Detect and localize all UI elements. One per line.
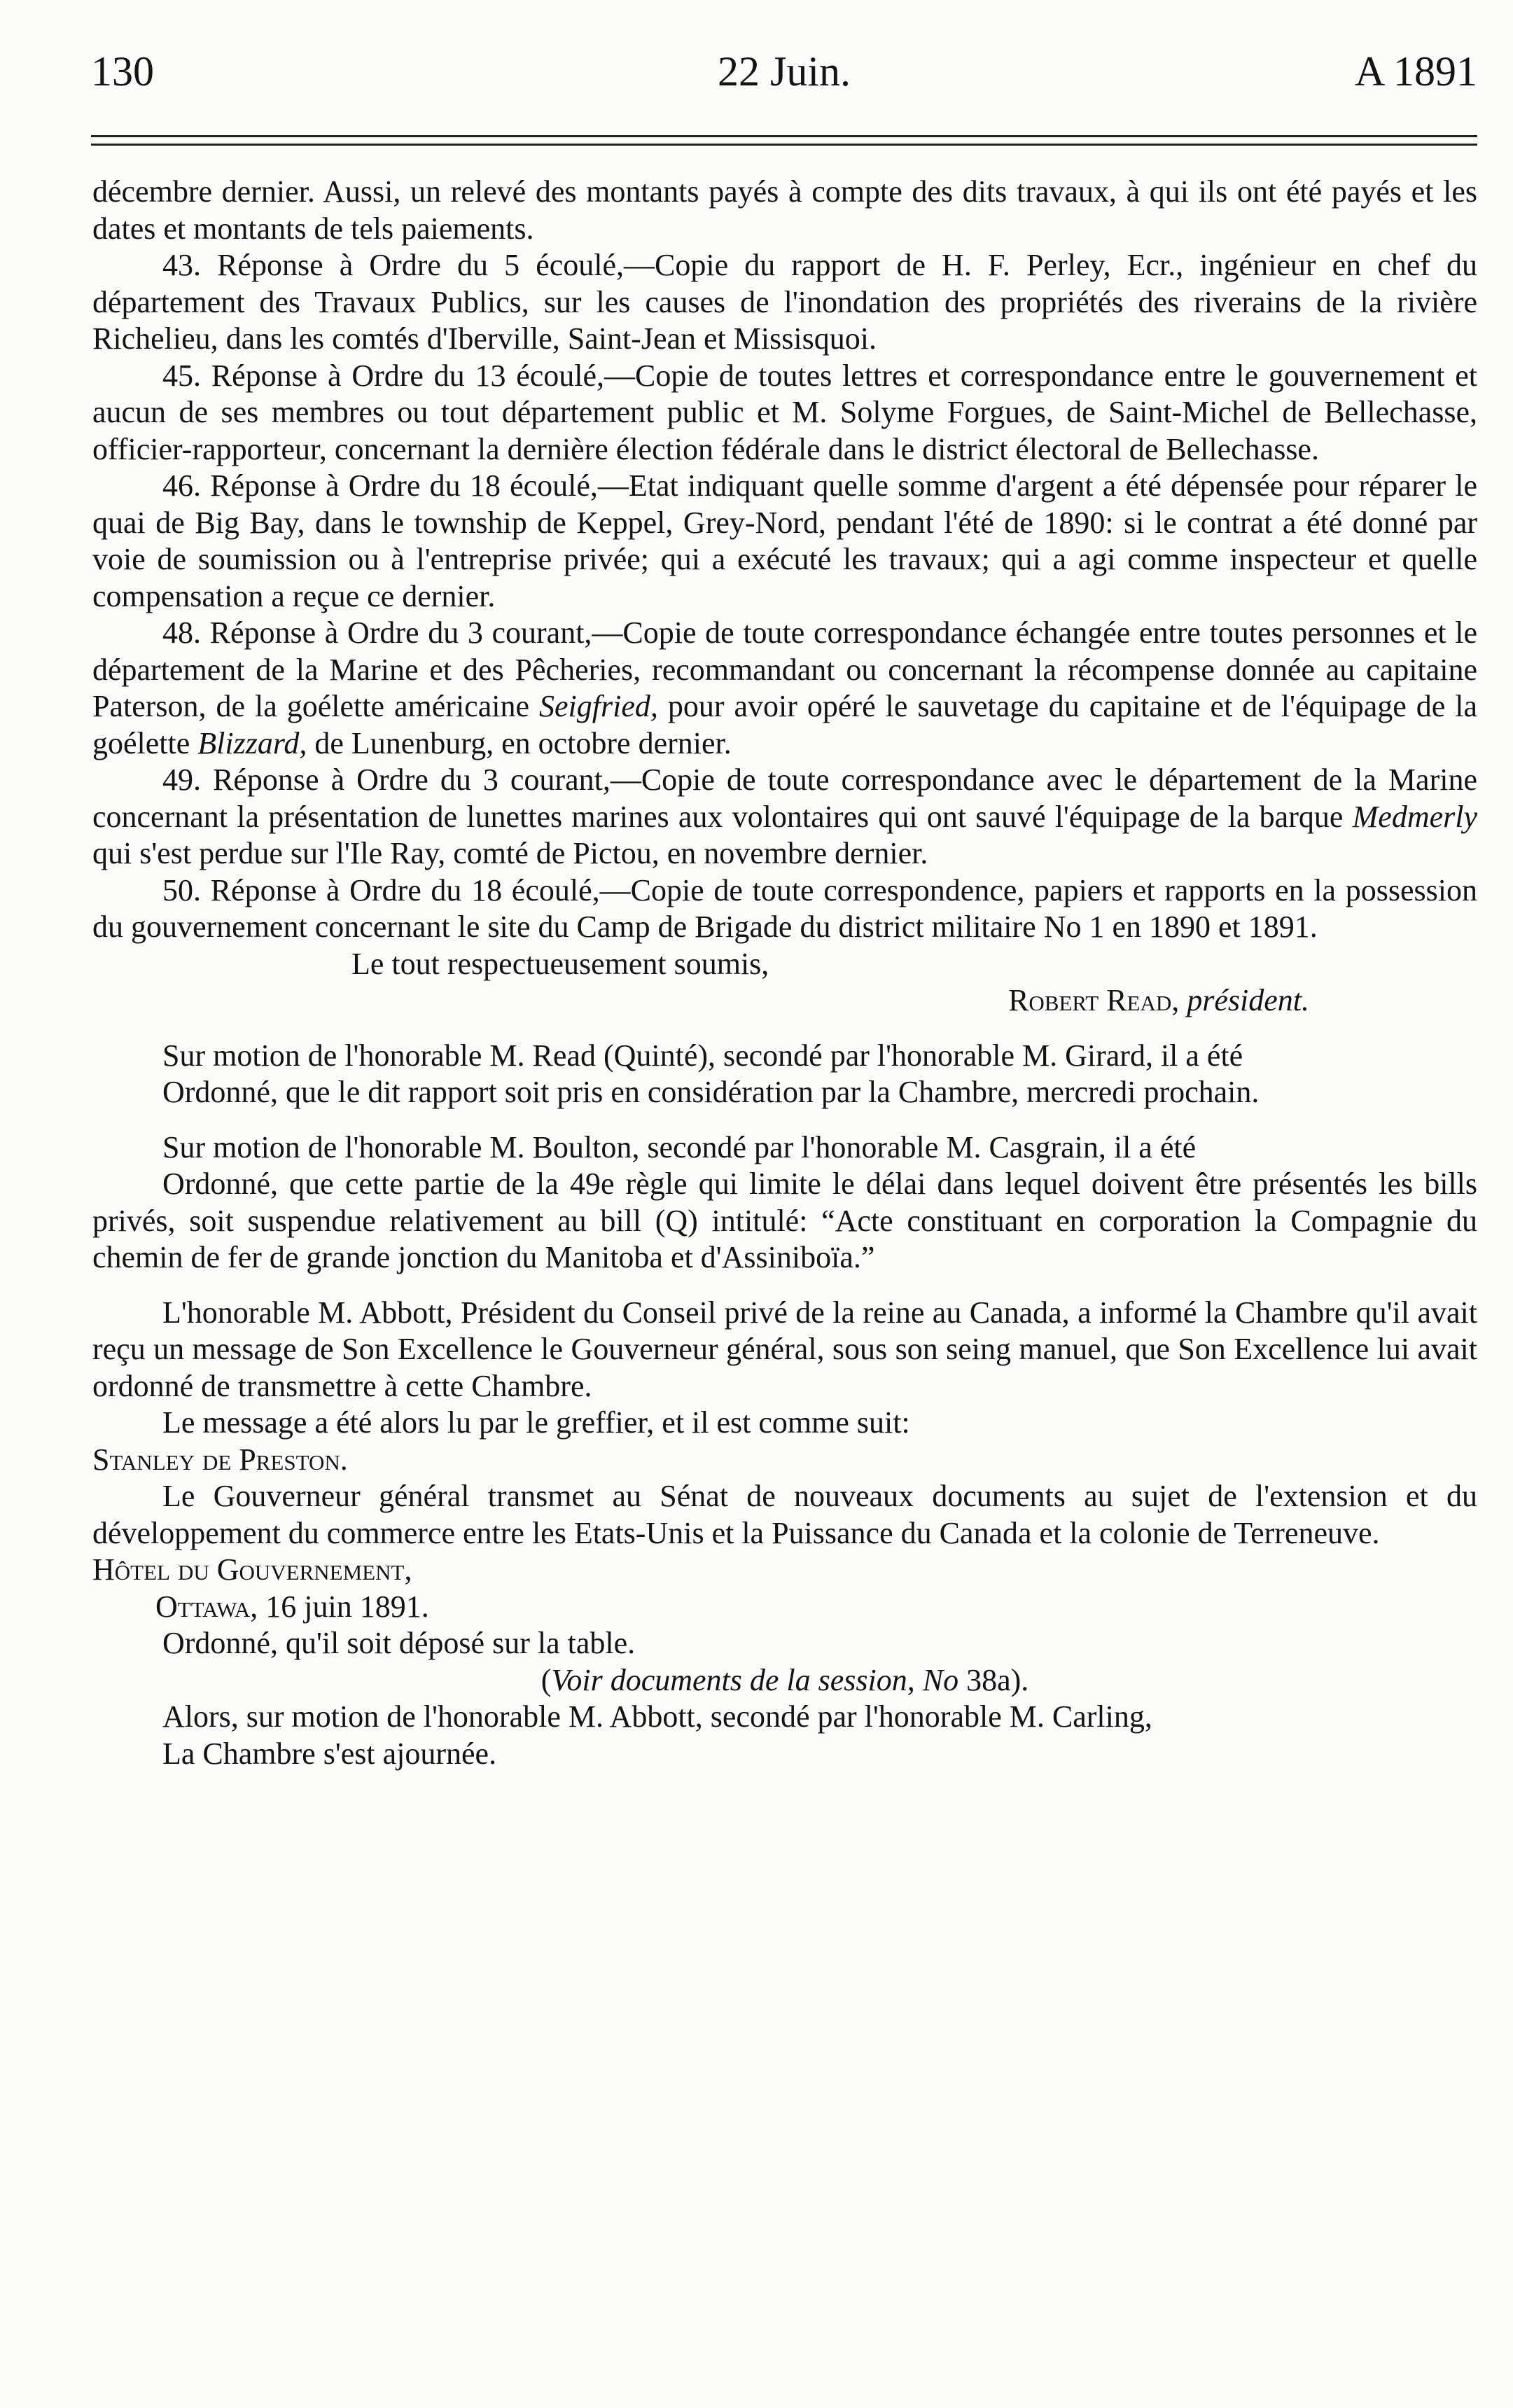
governor-general-message: Le Gouverneur général transmet au Sénat de nouveaux documents au sujet de l'extension et du développement du commerce entre les Etats-Unis et la Puissance du Canada et la colonie de Terreneuve.: [92, 1479, 1477, 1550]
ottawa-dateline: [92, 1589, 1477, 1626]
ordered-table: Ordonné, qu'il soit déposé sur la table.: [162, 1626, 636, 1660]
header-year: A 1891: [1354, 48, 1477, 95]
adjourn-line: La Chambre s'est ajournée.: [162, 1736, 497, 1771]
ship-name-blizzard: Blizzard,: [197, 725, 307, 760]
ottawa-date: 16 juin 1891.: [265, 1589, 429, 1624]
paragraph-continuation: décembre dernier. Aussi, un relevé des montants payés à compte des dits travaux, à qui ils ont été payés et les dates et montants de tels paiements.: [92, 174, 1477, 246]
item-48-text-a: 48. Réponse à Ordre du 3 courant,—Copie de toute correspondance échangée entre toutes personnes et le département de la Marine et des Pêcheries, recommandant ou concernant la récompense donnée au capitaine Paterson, de la goélette américaine: [92, 615, 1477, 723]
page-header: [91, 43, 1477, 99]
motion-read: Sur motion de l'honorable M. Read (Quinté), secondé par l'honorable M. Girard, il a été: [162, 1038, 1243, 1073]
see-open-paren: (: [541, 1662, 552, 1697]
signature-title: président.: [1187, 983, 1309, 1017]
ordered-report: Ordonné, que le dit rapport soit pris en considération par la Chambre, mercredi prochain.: [162, 1075, 1260, 1109]
item-49-text-a: 49. Réponse à Ordre du 3 courant,—Copie de toute correspondance avec le département de la Marine concernant la présentation de lunettes marines aux volontaires qui ont sauvé l'équipage de la barque: [92, 763, 1477, 834]
header-date: 22 Juin.: [717, 48, 851, 95]
item-49-text-b: qui s'est perdue sur l'Ile Ray, comté de Pictou, en novembre dernier.: [92, 836, 928, 870]
document-body: [92, 174, 1477, 1772]
adjourn-motion: Alors, sur motion de l'honorable M. Abbott, secondé par l'honorable M. Carling,: [162, 1699, 1152, 1734]
header-rule-top: [91, 135, 1477, 137]
signature-name: Robert Read,: [1008, 983, 1180, 1017]
hotel-du-gouvernement: Hôtel du Gouvernement,: [92, 1552, 412, 1587]
ordered-rule-49: Ordonné, que cette partie de la 49e règle qui limite le délai dans lequel doivent être présentés les bills privés, soit suspendue relativement au bill (Q) intitulé: “Acte constituant en corporation la Compagnie du chemin de fer de grande jonction du Manitoba et d'Assiniboïa.”: [92, 1167, 1477, 1274]
message-read-line: Le message a été alors lu par le greffier, et il est comme suit:: [162, 1405, 910, 1440]
paragraph-item-46: 46. Réponse à Ordre du 18 écoulé,—Etat indiquant quelle somme d'argent a été dépensée pour réparer le quai de Big Bay, dans le township de Keppel, Grey-Nord, pendant l'été de 1890: si le contrat a été donné par voie de soumission ou à l'entreprise privée; qui a exécuté les travaux; qui a agi comme inspecteur et quelle compensation a reçue ce dernier.: [92, 468, 1477, 613]
paragraph-item-43: 43. Réponse à Ordre du 5 écoulé,—Copie du rapport de H. F. Perley, Ecr., ingénieur en chef du département des Travaux Publics, sur les causes de l'inondation des propriétés des riverains de la rivière Richelieu, dans les comtés d'Iberville, Saint-Jean et Missisquoi.: [92, 248, 1477, 356]
paragraph-item-48: [92, 615, 1477, 762]
paragraph-item-49: [92, 762, 1477, 872]
motion-boulton: Sur motion de l'honorable M. Boulton, secondé par l'honorable M. Casgrain, il a été: [162, 1129, 1197, 1164]
header-rule-bottom: [91, 144, 1477, 146]
item-48-text-b: pour avoir opéré le sauvetage du capitaine et de l'équipage de la goélette: [92, 689, 1478, 760]
paragraph-item-50: 50. Réponse à Ordre du 18 écoulé,—Copie de toute correspondence, papiers et rapports en la possession du gouvernement concernant le site du Camp de Brigade du district militaire No 1 en 1890 et 1891.: [92, 872, 1477, 944]
stanley-de-preston: Stanley de Preston.: [92, 1442, 348, 1477]
see-close-paren: ).: [1010, 1662, 1029, 1697]
ship-name-medmerly: Medmerly: [1352, 799, 1478, 834]
ottawa-city: Ottawa,: [155, 1589, 258, 1624]
see-documents-reference: [92, 1662, 1477, 1699]
ship-name-seigfried: Seigfried,: [539, 689, 658, 723]
abbott-message-notice: L'honorable M. Abbott, Président du Conseil privé de la reine au Canada, a informé la Chambre qu'il avait reçu un message de Son Excellence le Gouverneur général, sous son seing manuel, que Son Excellence lui avait ordonné de transmettre à cette Chambre.: [92, 1295, 1477, 1403]
signature: [92, 982, 1477, 1019]
paragraph-item-45: 45. Réponse à Ordre du 13 écoulé,—Copie de toutes lettres et correspondance entre le gouvernement et aucun de ses membres ou tout département public et M. Solyme Forgues, de Saint-Michel de Bellechasse, officier-rapporteur, concernant la dernière élection fédérale dans le district électoral de Bellechasse.: [92, 358, 1477, 466]
page-number: 130: [91, 48, 154, 95]
see-documents-number: 38a: [966, 1662, 1011, 1697]
see-documents-text: Voir documents de la session, No: [551, 1662, 959, 1697]
item-48-text-c: de Lunenburg, en octobre dernier.: [314, 725, 732, 760]
closing-line: Le tout respectueusement soumis,: [351, 946, 769, 981]
